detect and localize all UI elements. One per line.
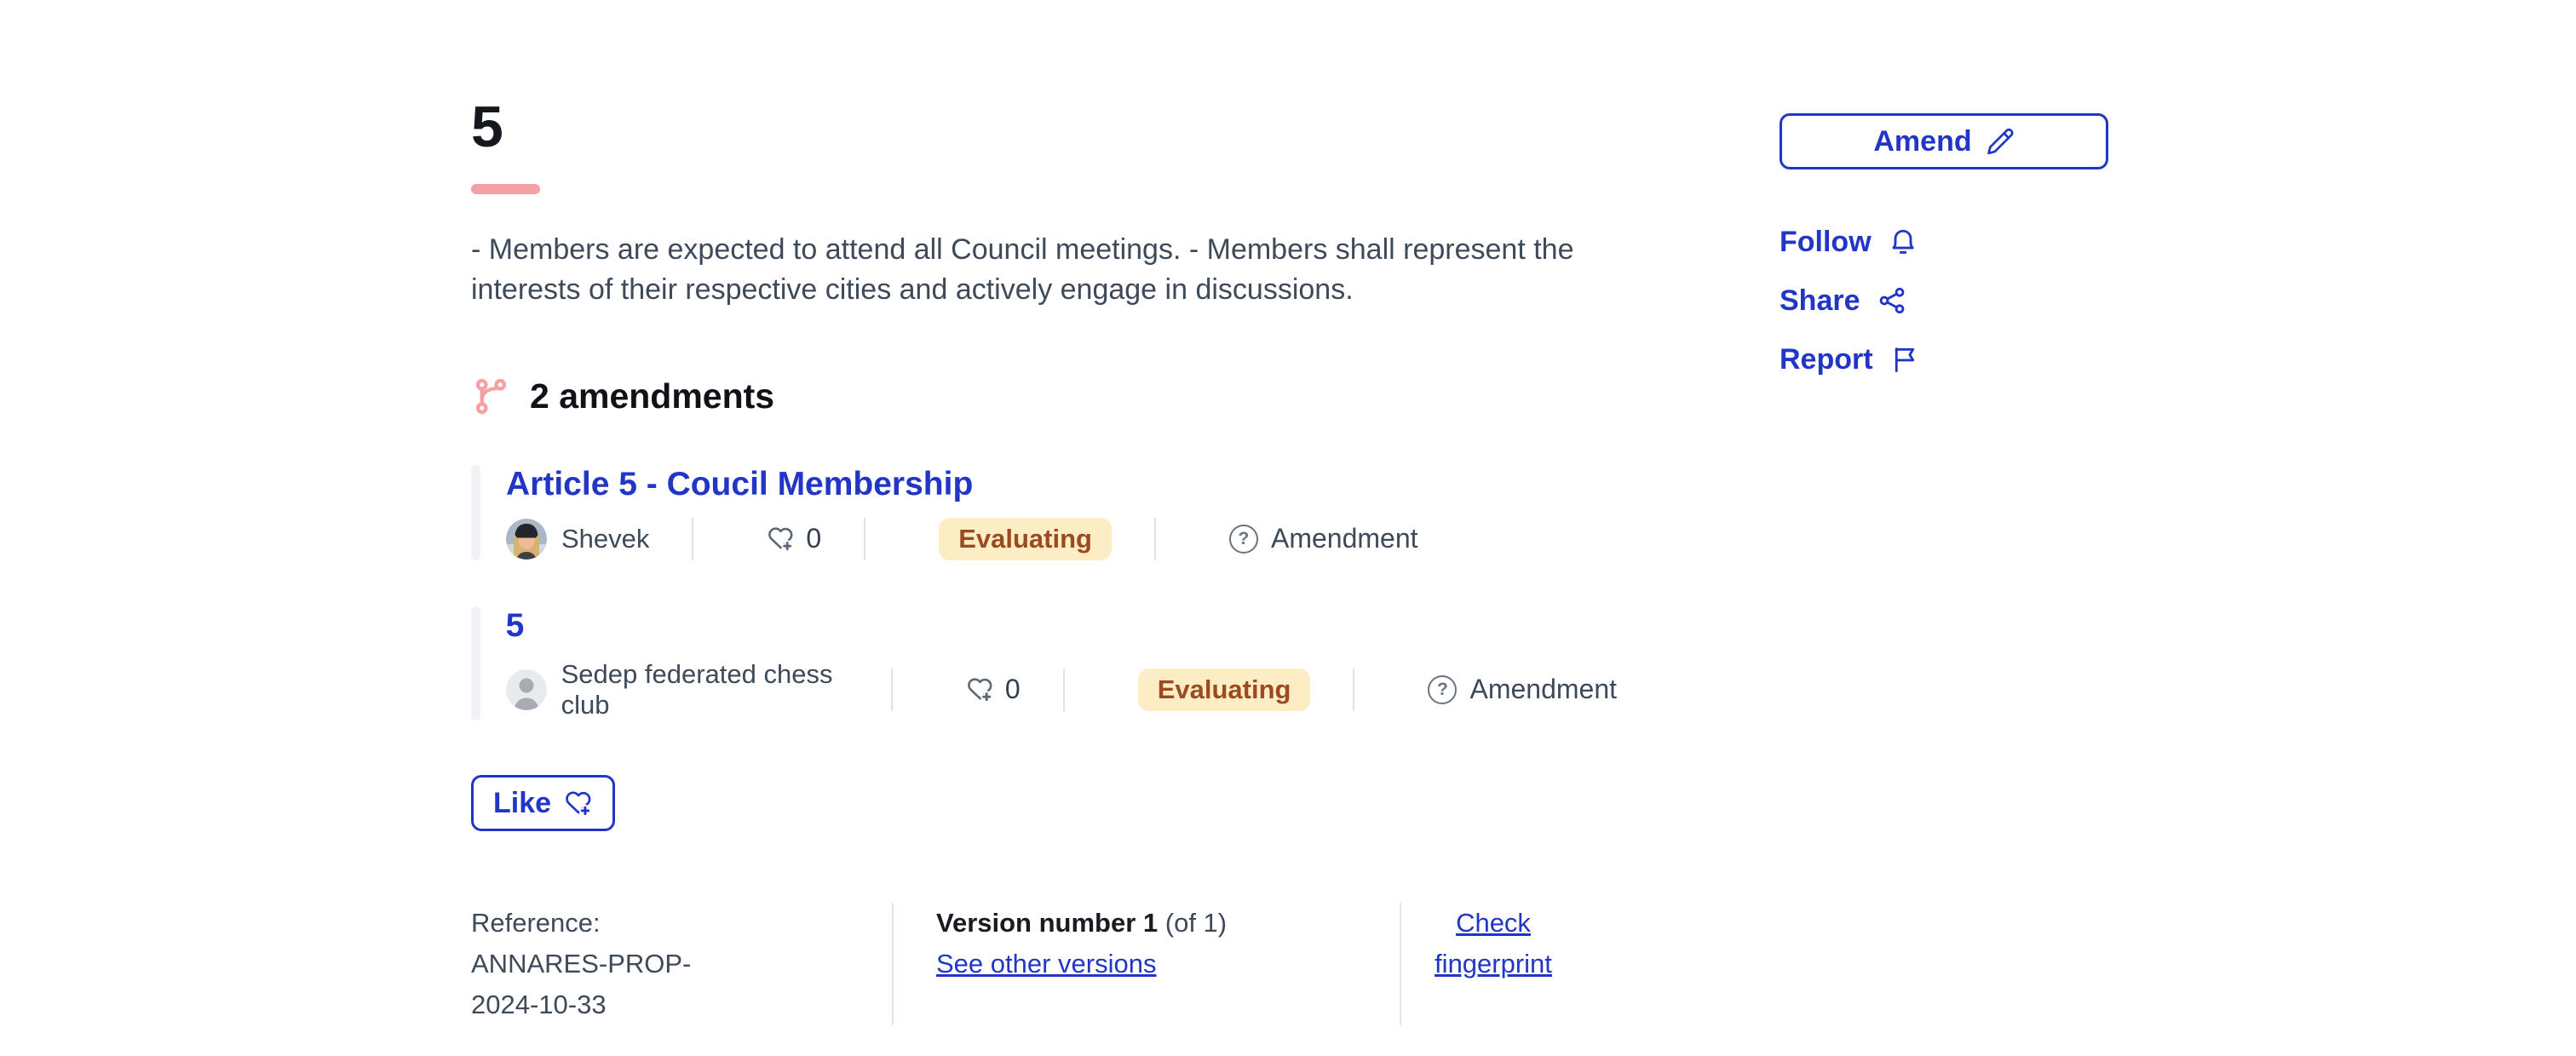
meta-divider bbox=[692, 518, 693, 560]
meta-divider bbox=[891, 669, 893, 711]
amendments-heading bbox=[471, 376, 774, 416]
proposal-body: - Members are expected to attend all Council meetings. - Members shall represent the interests of their respective cities and actively engage in discussions. bbox=[471, 233, 1574, 306]
meta-divider bbox=[1063, 669, 1065, 711]
page-title: 5 bbox=[471, 95, 503, 159]
type-label: Amendment bbox=[1270, 523, 1418, 554]
author-name: Sedep federated chess club bbox=[561, 658, 833, 720]
likes-value: 0 bbox=[806, 523, 822, 554]
reference-column bbox=[471, 903, 892, 1025]
question-circle-icon: ? bbox=[1229, 525, 1258, 554]
follow-label: Follow bbox=[1780, 225, 1872, 258]
question-circle-icon: ? bbox=[1428, 675, 1457, 704]
amendment-card bbox=[471, 606, 1617, 720]
type-indicator bbox=[1428, 674, 1617, 705]
amendment-meta bbox=[506, 659, 1617, 720]
avatar bbox=[506, 669, 547, 710]
amendment-meta bbox=[506, 518, 1418, 560]
version-line bbox=[936, 903, 1400, 944]
like-button-label: Like bbox=[493, 786, 552, 819]
likes-value: 0 bbox=[1004, 674, 1021, 705]
card-accent-bar bbox=[471, 465, 480, 560]
amendment-title-link[interactable]: Article 5 - Coucil Membership bbox=[506, 466, 974, 502]
amendment-card bbox=[471, 465, 1617, 560]
share-label: Share bbox=[1780, 284, 1860, 317]
fingerprint-column bbox=[1401, 903, 1585, 1025]
amendment-title-link[interactable]: 5 bbox=[505, 607, 525, 644]
share-button[interactable] bbox=[1780, 283, 1920, 319]
bell-icon bbox=[1888, 227, 1918, 257]
report-button[interactable] bbox=[1780, 341, 1920, 377]
heart-plus-icon bbox=[564, 789, 593, 818]
share-nodes-icon bbox=[1877, 285, 1907, 316]
title-underline bbox=[471, 184, 540, 194]
type-label: Amendment bbox=[1469, 674, 1617, 705]
author-link[interactable] bbox=[506, 519, 649, 560]
report-label: Report bbox=[1780, 342, 1873, 376]
author-name: Shevek bbox=[561, 523, 650, 554]
avatar bbox=[506, 519, 547, 560]
metadata-footer bbox=[471, 903, 1585, 1025]
likes-counter bbox=[966, 674, 1021, 705]
meta-divider bbox=[864, 518, 865, 560]
check-fingerprint-link[interactable]: Check fingerprint bbox=[1435, 908, 1552, 979]
git-branch-icon bbox=[471, 376, 511, 416]
like-button[interactable] bbox=[471, 775, 615, 831]
heart-plus-icon bbox=[767, 525, 795, 553]
status-badge: Evaluating bbox=[939, 518, 1112, 560]
follow-button[interactable] bbox=[1780, 224, 1920, 260]
reference-label: Reference: ANNARES-PROP-2024-10-33 bbox=[471, 908, 692, 1020]
flag-icon bbox=[1889, 344, 1920, 375]
actions-sidebar bbox=[1780, 224, 1920, 377]
author-link[interactable] bbox=[506, 659, 848, 720]
see-other-versions-link[interactable]: See other versions bbox=[936, 949, 1157, 979]
type-indicator bbox=[1229, 523, 1418, 554]
meta-divider bbox=[1154, 518, 1156, 560]
amendments-count-label: 2 amendments bbox=[530, 376, 775, 416]
meta-divider bbox=[1353, 669, 1354, 711]
pencil-icon bbox=[1986, 127, 2015, 156]
likes-counter bbox=[767, 523, 821, 554]
version-column bbox=[894, 903, 1400, 1025]
version-number-label: Version number 1 bbox=[936, 908, 1159, 938]
amend-button-label: Amend bbox=[1873, 124, 1972, 158]
version-count: (of 1) bbox=[1164, 908, 1228, 938]
status-badge: Evaluating bbox=[1138, 669, 1311, 711]
card-accent-bar bbox=[471, 606, 480, 720]
amend-button[interactable] bbox=[1780, 113, 2108, 169]
heart-plus-icon bbox=[966, 675, 994, 703]
